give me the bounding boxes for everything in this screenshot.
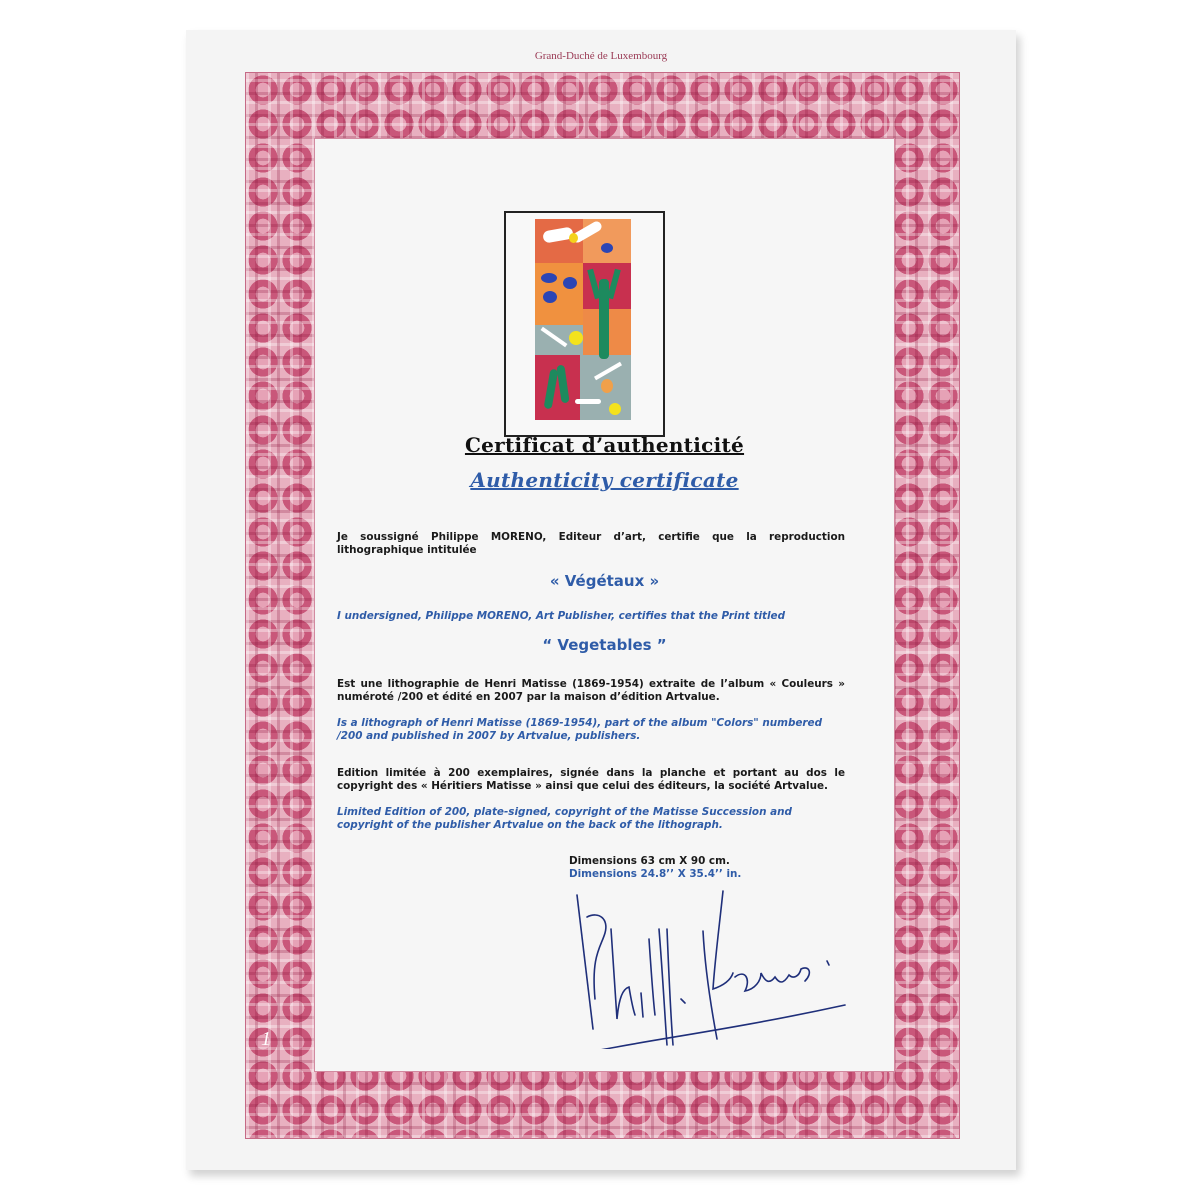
intro-english: I undersigned, Philippe MORENO, Art Publisher, certifies that the Print titled (337, 610, 786, 622)
title-french: Certificat d’authenticité (464, 433, 745, 457)
certificate-body (314, 138, 895, 1072)
country-header: Grand-Duché de Luxembourg (534, 50, 668, 62)
edition-french: Edition limitée à 200 exemplaires, signée dans la planche et portant au dos le copyright des « Héritiers Matisse » ainsi que celui des éditeurs, la société Artvalue. (337, 767, 845, 792)
edition-english: Limited Edition of 200, plate-signed, copyright of the Matisse Succession and copyright of the publisher Artvalue on the back of the lithograph. (337, 806, 792, 831)
artwork-thumbnail (504, 211, 665, 437)
signature (555, 889, 865, 1049)
description-english: Is a lithograph of Henri Matisse (1869-1954), part of the album "Colors" numbered /200 and published in 2007 by Artvalue, publishers. (337, 717, 823, 742)
print-title-english: “ Vegetables ” (542, 636, 667, 654)
intro-french: Je soussigné Philippe MORENO, Editeur d’art, certifie que la reproduction lithographique intitulée (337, 531, 845, 556)
description-french: Est une lithographie de Henri Matisse (1869-1954) extraite de l’album « Couleurs » numéroté /200 et édité en 2007 par la maison d’édition Artvalue. (337, 678, 845, 703)
dimensions-cm: Dimensions 63 cm X 90 cm. (569, 855, 730, 867)
title-english: Authenticity certificate (470, 468, 739, 492)
matisse-vegetables-image (535, 219, 631, 420)
certificate-paper (186, 30, 1016, 1170)
corner-mark: 1 (261, 1028, 271, 1050)
print-title-french: « Végétaux » (549, 572, 660, 590)
dimensions-block (569, 855, 741, 881)
dimensions-in: Dimensions 24.8’’ X 35.4’’ in. (569, 868, 742, 880)
decorative-border (245, 72, 960, 1139)
